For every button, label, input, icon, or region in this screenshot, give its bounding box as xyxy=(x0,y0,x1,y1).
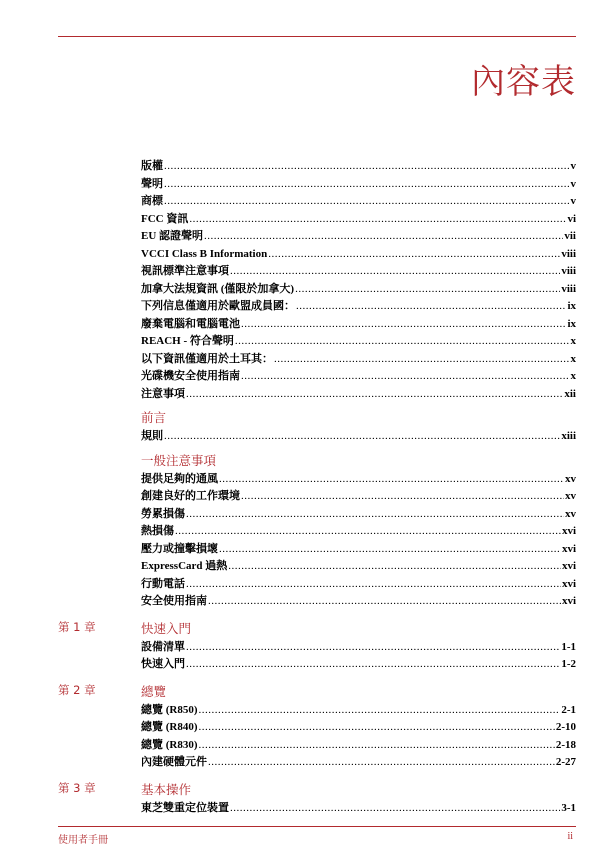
toc-entry-label: 規則 xyxy=(141,430,163,442)
dot-leader xyxy=(241,316,566,334)
toc-entry-page: ix xyxy=(567,317,576,330)
toc-entry-page: vi xyxy=(567,212,576,225)
toc-entry-page: xiii xyxy=(561,430,576,442)
dot-leader xyxy=(186,639,560,657)
dot-leader xyxy=(296,298,566,316)
toc-entry-link[interactable] xyxy=(141,281,576,299)
dot-leader xyxy=(241,368,570,386)
toc-entry-page: 2-1 xyxy=(561,703,576,716)
dot-leader xyxy=(164,176,570,194)
toc-entry-link[interactable] xyxy=(141,719,576,737)
toc-entry-label: VCCI Class B Information xyxy=(141,247,268,260)
toc-entry-label: 聲明 xyxy=(141,177,163,190)
toc-entry-label: 行動電話 xyxy=(141,577,185,590)
toc-entry-page: xvi xyxy=(561,595,576,607)
toc-entry-link[interactable] xyxy=(141,316,576,334)
dot-leader xyxy=(208,593,561,611)
bottom-rule xyxy=(58,826,576,827)
toc-entry-link[interactable] xyxy=(141,158,576,176)
toc-entry-label: 提供足夠的通風 xyxy=(141,472,218,485)
dot-leader xyxy=(164,158,570,176)
chapter-1-label: 第 1 章 xyxy=(58,619,96,634)
toc-entry-label: 快速入門 xyxy=(141,658,185,670)
dot-leader xyxy=(235,333,570,351)
toc-entry-label: FCC 資訊 xyxy=(141,212,189,225)
toc-entry-label: 壓力或撞擊損壞 xyxy=(141,542,218,555)
toc-entry-page: xvi xyxy=(561,525,576,537)
toc-entry-page: xvi xyxy=(561,560,576,572)
dot-leader xyxy=(186,576,561,594)
toc-entry-page: vii xyxy=(564,230,576,242)
toc-entry-label: 內建硬體元件 xyxy=(141,756,207,768)
dot-leader xyxy=(241,488,564,506)
dot-leader xyxy=(199,719,555,737)
toc-entry-label: 熱損傷 xyxy=(141,525,174,537)
toc-entry-page: x xyxy=(570,335,576,347)
toc-entry-link[interactable] xyxy=(141,193,576,211)
dot-leader xyxy=(230,263,560,281)
toc-entry-page: 2-18 xyxy=(555,738,576,751)
chapter-2-heading: 總覽 xyxy=(141,683,167,699)
footer-manual-title: 使用者手冊 xyxy=(58,835,108,846)
toc-entry-link[interactable] xyxy=(141,506,576,524)
toc-entry-label: 下列信息僅適用於歐盟成員國： xyxy=(141,300,295,312)
table-of-contents xyxy=(58,158,576,817)
toc-entry-page: xvi xyxy=(561,577,576,590)
toc-entry-label: 版權 xyxy=(141,160,163,172)
toc-entry-page: 2-10 xyxy=(555,721,576,733)
dot-leader xyxy=(199,737,555,755)
toc-entry-link[interactable] xyxy=(141,211,576,229)
general-section xyxy=(58,451,576,611)
toc-entry-link[interactable] xyxy=(141,386,576,404)
dot-leader xyxy=(208,754,555,772)
toc-entry-label: 商標 xyxy=(141,195,163,207)
toc-entry-link[interactable] xyxy=(141,593,576,611)
chapter-3-heading: 基本操作 xyxy=(141,781,192,797)
preface-section xyxy=(58,408,576,446)
toc-entry-label: 光碟機安全使用指南 xyxy=(141,370,240,382)
toc-entry-link[interactable] xyxy=(141,754,576,772)
toc-entry-link[interactable] xyxy=(141,246,576,264)
dot-leader xyxy=(175,523,561,541)
toc-entry-page: viii xyxy=(561,265,576,277)
toc-entry-page: v xyxy=(570,160,576,172)
toc-entry-label: 注意事項 xyxy=(141,387,185,400)
toc-entry-page: xvi xyxy=(561,542,576,555)
dot-leader xyxy=(274,351,570,369)
top-rule xyxy=(58,36,576,37)
toc-entry-page: ix xyxy=(567,300,576,312)
toc-entry-label: 視訊標準注意事項 xyxy=(141,265,229,277)
toc-entry-page: xv xyxy=(565,490,576,502)
toc-entry-label: 廢棄電腦和電腦電池 xyxy=(141,317,240,330)
toc-entry-link[interactable] xyxy=(141,333,576,351)
dot-leader xyxy=(219,541,561,559)
toc-entry-page: 3-1 xyxy=(561,801,576,814)
toc-entry-link[interactable] xyxy=(141,351,576,369)
toc-entry-label: EU 認證聲明 xyxy=(141,230,204,242)
toc-entry-link[interactable] xyxy=(141,428,576,446)
toc-entry-label: 以下資訊僅適用於土耳其： xyxy=(141,352,273,365)
dot-leader xyxy=(164,428,560,446)
dot-leader xyxy=(186,656,560,674)
front-matter-section xyxy=(58,158,576,403)
toc-entry-label: 總覽 (R840) xyxy=(141,721,198,733)
toc-entry-page: v xyxy=(570,177,576,190)
page-title: 內容表 xyxy=(471,62,576,102)
toc-entry-page: v xyxy=(570,195,576,207)
dot-leader xyxy=(228,558,561,576)
dot-leader xyxy=(219,471,564,489)
toc-entry-label: ExpressCard 過熱 xyxy=(141,560,228,572)
toc-entry-label: 勞累損傷 xyxy=(141,507,185,520)
toc-entry-label: 設備清單 xyxy=(141,640,185,653)
toc-entry-link[interactable] xyxy=(141,176,576,194)
toc-entry-label: 東芝雙重定位裝置 xyxy=(141,801,229,814)
preface-heading: 前言 xyxy=(141,410,167,425)
toc-entry-link[interactable] xyxy=(141,639,576,657)
dot-leader xyxy=(186,386,563,404)
dot-leader xyxy=(295,281,560,299)
toc-entry-label: 創建良好的工作環境 xyxy=(141,490,240,502)
toc-entry-label: 總覽 (R850) xyxy=(141,703,198,716)
dot-leader xyxy=(268,246,560,264)
toc-entry-page: 2-27 xyxy=(555,756,576,768)
toc-entry-link[interactable] xyxy=(141,488,576,506)
dot-leader xyxy=(230,800,560,818)
chapter-3-label: 第 3 章 xyxy=(58,780,96,795)
toc-entry-page: x xyxy=(570,352,576,365)
footer-page-number: ii xyxy=(567,831,573,842)
toc-entry-link[interactable] xyxy=(141,737,576,755)
dot-leader xyxy=(164,193,570,211)
toc-entry-link[interactable] xyxy=(141,263,576,281)
toc-entry-label: 安全使用指南 xyxy=(141,595,207,607)
toc-entry-link[interactable] xyxy=(141,228,576,246)
toc-entry-page: xv xyxy=(565,472,576,485)
toc-entry-label: REACH - 符合聲明 xyxy=(141,335,234,347)
toc-entry-link[interactable] xyxy=(141,523,576,541)
chapter-2-label: 第 2 章 xyxy=(58,682,96,697)
chapter-1-section xyxy=(58,619,576,674)
toc-entry-link[interactable] xyxy=(141,656,576,674)
toc-entry-page: 1-2 xyxy=(561,658,576,670)
dot-leader xyxy=(204,228,563,246)
toc-entry-page: xv xyxy=(565,507,576,520)
toc-entry-page: xii xyxy=(564,387,576,400)
toc-entry-page: viii xyxy=(561,247,576,260)
toc-entry-link[interactable] xyxy=(141,800,576,818)
dot-leader xyxy=(186,506,564,524)
chapter-1-heading: 快速入門 xyxy=(141,620,192,636)
toc-entry-page: x xyxy=(570,370,576,382)
toc-entry-label: 總覽 (R830) xyxy=(141,738,198,751)
toc-entry-link[interactable] xyxy=(141,702,576,720)
toc-entry-link[interactable] xyxy=(141,471,576,489)
toc-entry-link[interactable] xyxy=(141,558,576,576)
toc-entry-link[interactable] xyxy=(141,298,576,316)
chapter-3-section xyxy=(58,780,576,818)
dot-leader xyxy=(199,702,561,720)
toc-entry-page: 1-1 xyxy=(561,640,576,653)
toc-entry-page: viii xyxy=(561,282,576,295)
general-heading: 一般注意事項 xyxy=(141,452,217,468)
dot-leader xyxy=(189,211,566,229)
toc-entry-link[interactable] xyxy=(141,541,576,559)
toc-entry-link[interactable] xyxy=(141,368,576,386)
toc-entry-link[interactable] xyxy=(141,576,576,594)
toc-entry-label: 加拿大法規資訊 (僅限於加拿大) xyxy=(141,282,295,295)
chapter-2-section xyxy=(58,682,576,772)
